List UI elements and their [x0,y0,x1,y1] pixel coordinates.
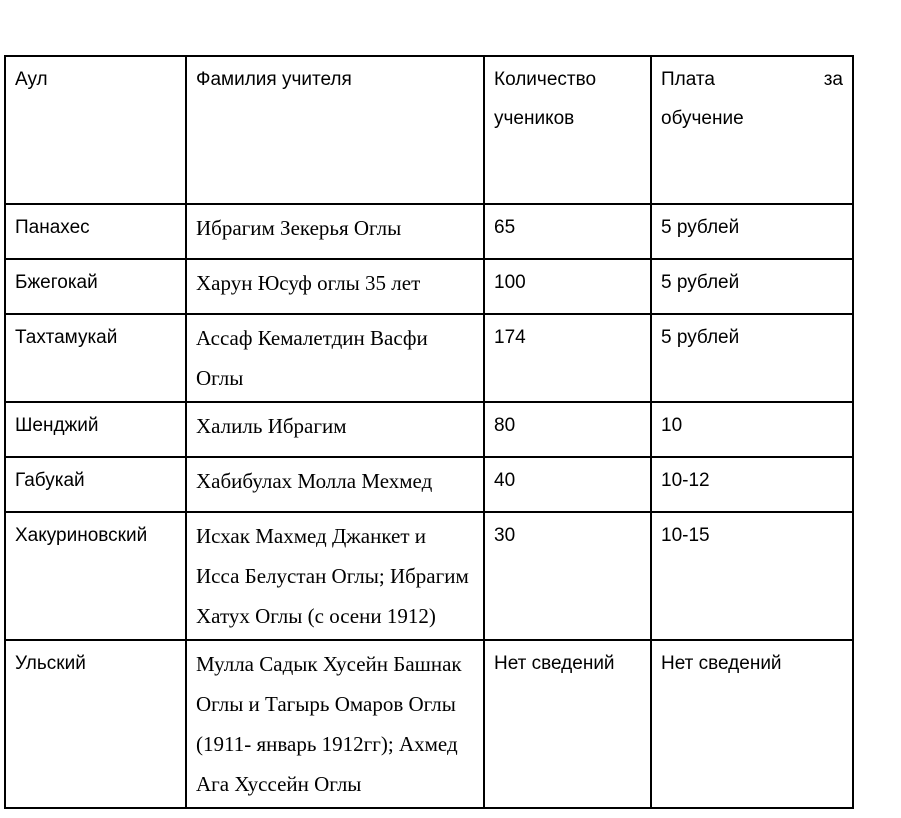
cell-students: Нет сведений [484,640,651,808]
cell-aul: Тахтамукай [5,314,186,402]
header-students: Количество учеников [484,56,651,204]
cell-students: 80 [484,402,651,457]
header-fee-line1 [661,60,843,99]
cell-fee: Нет сведений [651,640,853,808]
cell-fee: 5 рублей [651,259,853,314]
cell-teacher: Харун Юсуф оглы 35 лет [186,259,484,314]
cell-fee: 10 [651,402,853,457]
cell-aul: Панахес [5,204,186,259]
header-fee [651,56,853,204]
cell-teacher: Мулла Садык Хусейн Башнак Оглы и Тагырь Омаров Оглы (1911- январь 1912гг); Ахмед Ага Хуссейн Оглы [186,640,484,808]
cell-aul: Шенджий [5,402,186,457]
cell-teacher: Ассаф Кемалетдин Васфи Оглы [186,314,484,402]
table-row [5,402,853,457]
cell-teacher: Хабибулах Молла Мехмед [186,457,484,512]
cell-students: 40 [484,457,651,512]
cell-students: 65 [484,204,651,259]
header-fee-line2: обучение [661,108,744,129]
teachers-table [4,55,854,809]
cell-aul: Хакуриновский [5,512,186,640]
header-teacher: Фамилия учителя [186,56,484,204]
table-row [5,640,853,808]
cell-teacher: Халиль Ибрагим [186,402,484,457]
cell-fee: 5 рублей [651,204,853,259]
cell-aul: Ульский [5,640,186,808]
cell-fee: 10-12 [651,457,853,512]
header-fee-word2: за [823,69,843,90]
cell-teacher: Исхак Махмед Джанкет и Исса Белустан Оглы; Ибрагим Хатух Оглы (с осени 1912) [186,512,484,640]
document-page [4,55,854,809]
cell-students: 174 [484,314,651,402]
cell-teacher: Ибрагим Зекерья Оглы [186,204,484,259]
cell-students: 30 [484,512,651,640]
table-row [5,314,853,402]
cell-aul: Бжегокай [5,259,186,314]
cell-fee: 5 рублей [651,314,853,402]
cell-aul: Габукай [5,457,186,512]
table-header-row [5,56,853,204]
table-row [5,204,853,259]
cell-fee: 10-15 [651,512,853,640]
header-fee-word1: Плата [661,69,715,90]
header-aul: Аул [5,56,186,204]
table-row [5,259,853,314]
table-row [5,457,853,512]
cell-students: 100 [484,259,651,314]
table-row [5,512,853,640]
